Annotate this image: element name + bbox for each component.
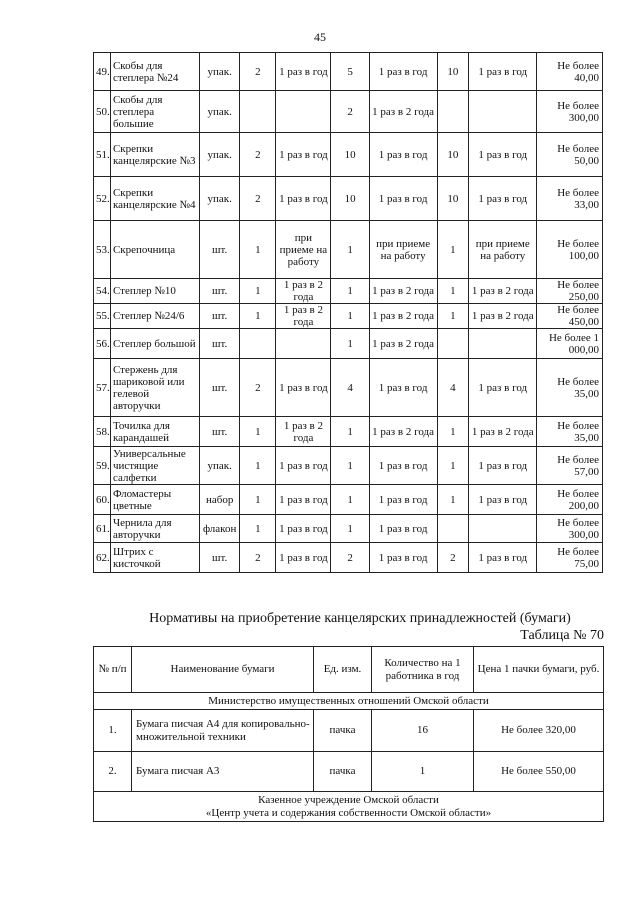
period-2: 1 раз в 2 года bbox=[369, 91, 437, 133]
price: Не более 35,00 bbox=[537, 417, 603, 447]
price: Не более 300,00 bbox=[537, 91, 603, 133]
period-3: 1 раз в 2 года bbox=[469, 304, 537, 329]
page-number: 45 bbox=[314, 30, 326, 44]
table-row bbox=[94, 485, 603, 515]
period-3 bbox=[469, 91, 537, 133]
period-2: 1 раз в год bbox=[369, 133, 437, 177]
row-number: 61. bbox=[94, 515, 111, 543]
unit: шт. bbox=[200, 359, 240, 417]
item-name: Стержень для шариковой или гелевой авторучки bbox=[110, 359, 199, 417]
unit: флакон bbox=[200, 515, 240, 543]
period-3: 1 раз в 2 года bbox=[469, 417, 537, 447]
price: Не более 57,00 bbox=[537, 447, 603, 485]
row-number: 55. bbox=[94, 304, 111, 329]
price: Не более 100,00 bbox=[537, 221, 603, 279]
table-row bbox=[94, 177, 603, 221]
table-row bbox=[94, 515, 603, 543]
unit: пачка bbox=[314, 752, 372, 792]
price: Не более 450,00 bbox=[537, 304, 603, 329]
period-1 bbox=[276, 329, 331, 359]
quantity: 1 bbox=[372, 752, 474, 792]
price: Не более 33,00 bbox=[537, 177, 603, 221]
period-1: 1 раз в год bbox=[276, 177, 331, 221]
supplies-table bbox=[93, 52, 603, 573]
qty-2: 1 bbox=[331, 304, 369, 329]
qty-2: 1 bbox=[331, 279, 369, 304]
unit: шт. bbox=[200, 543, 240, 573]
row-number: 60. bbox=[94, 485, 111, 515]
item-name: Точилка для карандашей bbox=[110, 417, 199, 447]
unit: упак. bbox=[200, 177, 240, 221]
section-heading: Нормативы на приобретение канцелярских принадлежностей (бумаги) bbox=[149, 611, 571, 626]
price: Не более 50,00 bbox=[537, 133, 603, 177]
table-row bbox=[94, 304, 603, 329]
table-row bbox=[94, 447, 603, 485]
quantity: 16 bbox=[372, 710, 474, 752]
unit: упак. bbox=[200, 447, 240, 485]
period-2: 1 раз в 2 года bbox=[369, 279, 437, 304]
period-1: при приеме на работу bbox=[276, 221, 331, 279]
item-name: Скрепки канцелярские №3 bbox=[110, 133, 199, 177]
row-number: 53. bbox=[94, 221, 111, 279]
qty-3: 1 bbox=[437, 221, 469, 279]
item-name: Степлер №10 bbox=[110, 279, 199, 304]
price: Не более 550,00 bbox=[474, 752, 604, 792]
item-name: Скобы для степлера большие bbox=[110, 91, 199, 133]
price: Не более 75,00 bbox=[537, 543, 603, 573]
header-price: Цена 1 пачки бумаги, руб. bbox=[474, 647, 604, 693]
paper-table bbox=[93, 646, 604, 822]
period-1: 1 раз в 2 года bbox=[276, 279, 331, 304]
period-2: 1 раз в год bbox=[369, 177, 437, 221]
qty-3 bbox=[437, 515, 469, 543]
qty-2: 2 bbox=[331, 543, 369, 573]
qty-3: 4 bbox=[437, 359, 469, 417]
row-number: 52. bbox=[94, 177, 111, 221]
period-3: при приеме на работу bbox=[469, 221, 537, 279]
period-3: 1 раз в год bbox=[469, 177, 537, 221]
price: Не более 250,00 bbox=[537, 279, 603, 304]
row-number: 57. bbox=[94, 359, 111, 417]
table-row bbox=[94, 543, 603, 573]
price: Не более 35,00 bbox=[537, 359, 603, 417]
qty-1: 2 bbox=[240, 359, 276, 417]
qty-1: 2 bbox=[240, 177, 276, 221]
qty-1: 1 bbox=[240, 447, 276, 485]
qty-2: 4 bbox=[331, 359, 369, 417]
period-2: 1 раз в 2 года bbox=[369, 304, 437, 329]
qty-2: 10 bbox=[331, 133, 369, 177]
period-3: 1 раз в год bbox=[469, 359, 537, 417]
qty-2: 1 bbox=[331, 485, 369, 515]
item-name: Чернила для авторучки bbox=[110, 515, 199, 543]
header-unit: Ед. изм. bbox=[314, 647, 372, 693]
unit: шт. bbox=[200, 304, 240, 329]
item-name: Степлер большой bbox=[110, 329, 199, 359]
price: Не более 300,00 bbox=[537, 515, 603, 543]
item-name: Скрепочница bbox=[110, 221, 199, 279]
unit: упак. bbox=[200, 53, 240, 91]
qty-1: 1 bbox=[240, 279, 276, 304]
unit: набор bbox=[200, 485, 240, 515]
qty-3: 10 bbox=[437, 177, 469, 221]
period-1: 1 раз в год bbox=[276, 447, 331, 485]
period-3 bbox=[469, 329, 537, 359]
qty-2: 1 bbox=[331, 221, 369, 279]
period-1: 1 раз в год bbox=[276, 133, 331, 177]
qty-1: 1 bbox=[240, 304, 276, 329]
section-ministry: Министерство имущественных отношений Омской области bbox=[94, 693, 604, 710]
period-1: 1 раз в год bbox=[276, 543, 331, 573]
period-1: 1 раз в год bbox=[276, 359, 331, 417]
item-name: Штрих с кисточкой bbox=[110, 543, 199, 573]
period-2: при приеме на работу bbox=[369, 221, 437, 279]
paper-name: Бумага писчая А4 для копировально-множительной техники bbox=[132, 710, 314, 752]
period-2: 1 раз в год bbox=[369, 485, 437, 515]
qty-2: 10 bbox=[331, 177, 369, 221]
qty-1: 2 bbox=[240, 53, 276, 91]
period-3: 1 раз в год bbox=[469, 485, 537, 515]
paper-name: Бумага писчая А3 bbox=[132, 752, 314, 792]
item-name: Универсальные чистящие салфетки bbox=[110, 447, 199, 485]
period-1: 1 раз в год bbox=[276, 485, 331, 515]
price: Не более 40,00 bbox=[537, 53, 603, 91]
row-number: 62. bbox=[94, 543, 111, 573]
qty-3: 10 bbox=[437, 133, 469, 177]
qty-1: 1 bbox=[240, 515, 276, 543]
row-number: 49. bbox=[94, 53, 111, 91]
table-row bbox=[94, 279, 603, 304]
unit: пачка bbox=[314, 710, 372, 752]
unit: упак. bbox=[200, 133, 240, 177]
unit: шт. bbox=[200, 417, 240, 447]
qty-1: 1 bbox=[240, 221, 276, 279]
period-1: 1 раз в 2 года bbox=[276, 304, 331, 329]
qty-2: 1 bbox=[331, 515, 369, 543]
qty-1: 2 bbox=[240, 133, 276, 177]
row-number: 58. bbox=[94, 417, 111, 447]
table-number: Таблица № 70 bbox=[520, 628, 604, 643]
qty-3: 1 bbox=[437, 485, 469, 515]
qty-3: 1 bbox=[437, 417, 469, 447]
period-3: 1 раз в год bbox=[469, 53, 537, 91]
table-row bbox=[94, 53, 603, 91]
header-quantity: Количество на 1 работника в год bbox=[372, 647, 474, 693]
qty-1: 1 bbox=[240, 417, 276, 447]
section-institution-line1: Казенное учреждение Омской области bbox=[258, 793, 439, 806]
period-3: 1 раз в 2 года bbox=[469, 279, 537, 304]
period-2: 1 раз в год bbox=[369, 543, 437, 573]
section-institution bbox=[94, 792, 604, 822]
period-1: 1 раз в год bbox=[276, 53, 331, 91]
unit: шт. bbox=[200, 329, 240, 359]
period-1 bbox=[276, 91, 331, 133]
period-2: 1 раз в год bbox=[369, 515, 437, 543]
period-2: 1 раз в 2 года bbox=[369, 417, 437, 447]
period-2: 1 раз в год bbox=[369, 359, 437, 417]
period-3: 1 раз в год bbox=[469, 543, 537, 573]
header-paper-name: Наименование бумаги bbox=[132, 647, 314, 693]
qty-1 bbox=[240, 329, 276, 359]
row-number: 56. bbox=[94, 329, 111, 359]
period-3 bbox=[469, 515, 537, 543]
qty-1: 2 bbox=[240, 543, 276, 573]
qty-3: 10 bbox=[437, 53, 469, 91]
price: Не более 320,00 bbox=[474, 710, 604, 752]
period-3: 1 раз в год bbox=[469, 133, 537, 177]
qty-1: 1 bbox=[240, 485, 276, 515]
qty-2: 2 bbox=[331, 91, 369, 133]
unit: упак. bbox=[200, 91, 240, 133]
period-2: 1 раз в год bbox=[369, 53, 437, 91]
qty-3 bbox=[437, 329, 469, 359]
period-2: 1 раз в 2 года bbox=[369, 329, 437, 359]
qty-2: 1 bbox=[331, 329, 369, 359]
qty-3: 1 bbox=[437, 447, 469, 485]
period-2: 1 раз в год bbox=[369, 447, 437, 485]
row-number: 51. bbox=[94, 133, 111, 177]
qty-2: 1 bbox=[331, 447, 369, 485]
item-name: Степлер №24/6 bbox=[110, 304, 199, 329]
item-name: Скобы для степлера №24 bbox=[110, 53, 199, 91]
section-institution-line2: «Центр учета и содержания собственности Омской области» bbox=[205, 806, 492, 819]
header-number: № п/п bbox=[94, 647, 132, 693]
qty-2: 1 bbox=[331, 417, 369, 447]
item-name: Скрепки канцелярские №4 bbox=[110, 177, 199, 221]
table-row bbox=[94, 133, 603, 177]
period-1: 1 раз в 2 года bbox=[276, 417, 331, 447]
qty-3: 2 bbox=[437, 543, 469, 573]
row-number: 59. bbox=[94, 447, 111, 485]
row-number: 1. bbox=[94, 710, 132, 752]
unit: шт. bbox=[200, 221, 240, 279]
period-1: 1 раз в год bbox=[276, 515, 331, 543]
table-row bbox=[94, 417, 603, 447]
row-number: 54. bbox=[94, 279, 111, 304]
qty-2: 5 bbox=[331, 53, 369, 91]
table-row bbox=[94, 91, 603, 133]
price: Не более 1 000,00 bbox=[537, 329, 603, 359]
qty-1 bbox=[240, 91, 276, 133]
row-number: 2. bbox=[94, 752, 132, 792]
item-name: Фломастеры цветные bbox=[110, 485, 199, 515]
period-3: 1 раз в год bbox=[469, 447, 537, 485]
table-row bbox=[94, 221, 603, 279]
qty-3: 1 bbox=[437, 279, 469, 304]
qty-3 bbox=[437, 91, 469, 133]
qty-3: 1 bbox=[437, 304, 469, 329]
unit: шт. bbox=[200, 279, 240, 304]
table-row bbox=[94, 329, 603, 359]
table-row bbox=[94, 359, 603, 417]
row-number: 50. bbox=[94, 91, 111, 133]
price: Не более 200,00 bbox=[537, 485, 603, 515]
